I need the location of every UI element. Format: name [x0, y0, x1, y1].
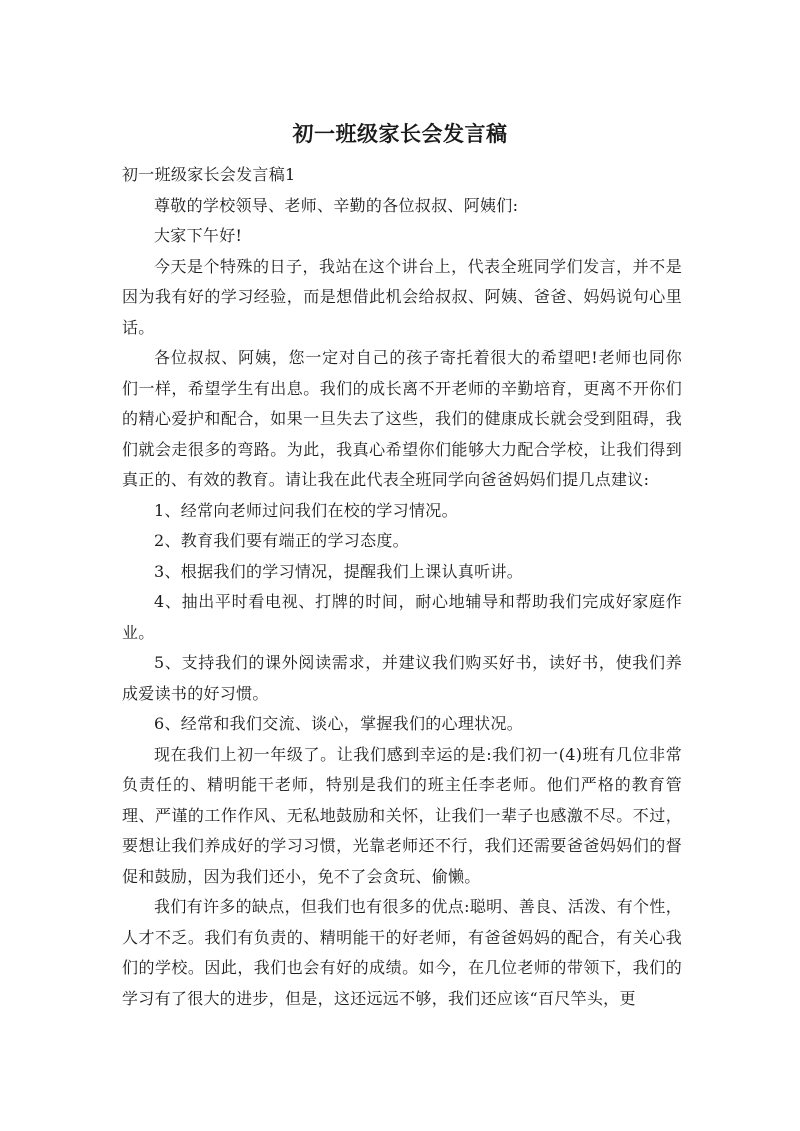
paragraph-expectations: 各位叔叔、阿姨，您一定对自己的孩子寄托着很大的希望吧!老师也同你们一样，希望学生有出息。我们的成长离不开老师的辛勤培育，更离不开你们的精心爱护和配合，如果一旦失去了这些，我们的健康成长就会受到阻碍，我们就会走很多的弯路。为此，我真心希望你们能够大力配合学校，让我们得到真正的、有效的教育。请让我在此代表全班同学向爸爸妈妈们提几点建议:	[122, 348, 682, 489]
suggestion-item: 1、经常向老师过问我们在校的学习情况。	[154, 500, 458, 520]
paragraph-hello: 大家下午好!	[154, 226, 243, 245]
paragraph-greeting: 尊敬的学校领导、老师、辛勤的各位叔叔、阿姨们:	[154, 195, 519, 215]
document-title: 初一班级家长会发言稿	[292, 122, 508, 146]
suggestion-item: 4、抽出平时看电视、打牌的时间，耐心地辅导和帮助我们完成好家庭作业。	[122, 592, 682, 642]
suggestion-item: 5、支持我们的课外阅读需求，并建议我们购买好书，读好书，使我们养成爱读书的好习惯。	[122, 653, 682, 703]
suggestion-item: 2、教育我们要有端正的学习态度。	[154, 531, 409, 550]
document-subtitle: 初一班级家长会发言稿1	[122, 165, 296, 184]
suggestion-item: 6、经常和我们交流、谈心，掌握我们的心理状况。	[154, 714, 524, 733]
document-body	[122, 160, 682, 1014]
paragraph-intro: 今天是个特殊的日子，我站在这个讲台上，代表全班同学们发言，并不是因为我有好的学习经验，而是想借此机会给叔叔、阿姨、爸爸、妈妈说句心里话。	[122, 256, 682, 337]
paragraph-teachers: 现在我们上初一年级了。让我们感到幸运的是:我们初一(4)班有几位非常负责任的、精明能干老师，特别是我们的班主任李老师。他们严格的教育管理、严谨的工作作风、无私地鼓励和关怀，让我们一辈子也感激不尽。不过，要想让我们养成好的学习习惯，光靠老师还不行，我们还需要爸爸妈妈们的督促和鼓励，因为我们还小，免不了会贪玩、偷懒。	[122, 744, 682, 886]
paragraph-strengths: 我们有许多的缺点，但我们也有很多的优点:聪明、善良、活泼、有个性，人才不乏。我们有负责的、精明能干的好老师，有爸爸妈妈的配合，有关心我们的学校。因此，我们也会有好的成绩。如今，在几位老师的带领下，我们的学习有了很大的进步，但是，这还远远不够，我们还应该“百尺竿头，更	[122, 897, 682, 1008]
suggestion-item: 3、根据我们的学习情况，提醒我们上课认真听讲。	[154, 561, 524, 581]
